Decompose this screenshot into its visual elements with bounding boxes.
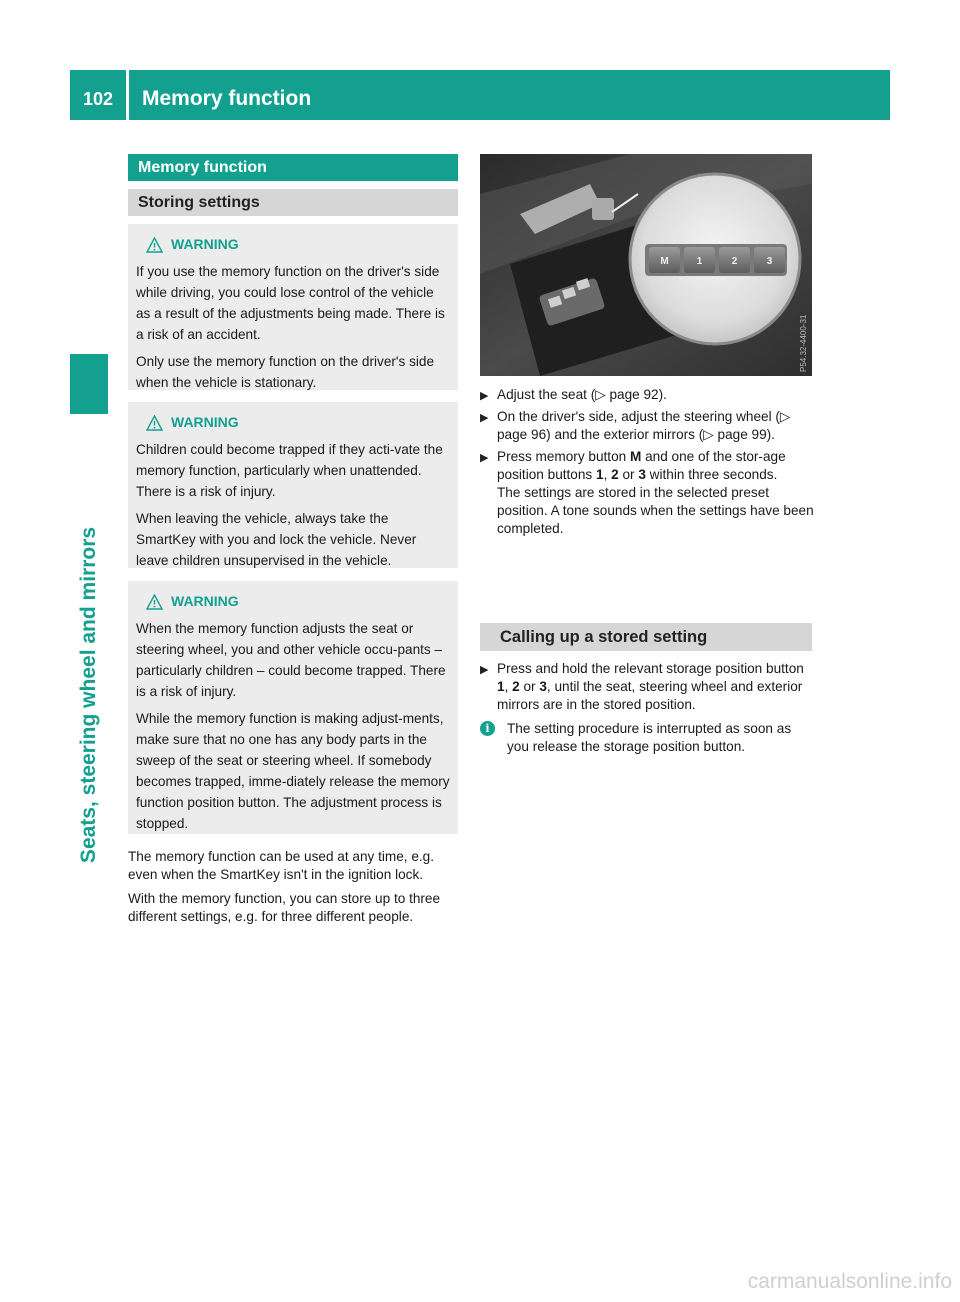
calling-steps [480,660,814,756]
warning-header [146,412,450,433]
body-text [128,848,460,932]
warning-text: Children could become trapped if they acti-vate the memory function, particularly when unattended. There is a risk of injury. [136,442,443,499]
figure-code: P54.32-4400-31 [799,314,808,372]
step-arrow-icon: ▶ [480,452,489,464]
step-item: ▶ Adjust the seat (▷ page 92). [480,386,814,404]
memory-buttons-photo [480,154,812,376]
info-note: i The setting procedure is interrupted as soon as you release the storage position button. [480,720,814,756]
step-item: ▶ Press memory button M and one of the stor-age position buttons 1, 2 or 3 within three seconds. The settings are stored in the selected preset position. A tone sounds when the settings have been completed. [480,449,814,536]
memory-button-3: 3 [766,256,773,267]
page-number: 102 [82,89,114,109]
warning-header [146,591,450,612]
page-title: Memory function [142,87,312,110]
step-arrow-icon: ▶ [480,390,489,402]
warning-box-2 [128,402,458,568]
warning-label: WARNING [171,414,239,430]
step-arrow-icon: ▶ [480,412,489,424]
paragraph: With the memory function, you can store up to three different settings, e.g. for three different people. [128,891,441,924]
step-arrow-icon: ▶ [480,664,489,676]
warning-triangle-icon [146,594,163,610]
memory-button-1: 1 [696,256,703,267]
side-tab-marker [70,354,108,414]
page-ref-icon: ▷ [779,409,791,424]
page-reference[interactable]: page 96 [497,427,547,442]
warning-text: When the memory function adjusts the seat or steering wheel, you and other vehicle occu-pants – particularly children – could become trapped. There is a risk of injury. [136,621,446,699]
warning-box-3 [128,581,458,834]
side-tab [70,410,108,980]
warning-text: If you use the memory function on the driver's side while driving, you could lose control of the vehicle as a result of the adjustments being made. There is a risk of an accident. [136,264,445,342]
warning-header [146,234,450,255]
step-item: ▶ Press and hold the relevant storage position button 1, 2 or 3, until the seat, steering wheel and exterior mirrors are in the stored position. [480,661,804,712]
warning-text: Only use the memory function on the driver's side when the vehicle is stationary. [136,354,435,390]
warning-text: While the memory function is making adjust-ments, make sure that no one has any body parts in the sweep of the seat or steering wheel. If somebody becomes trapped, imme-diately release the memory function position button. The adjustment process is stopped. [136,711,450,831]
warning-label: WARNING [171,236,239,252]
memory-button-2: 2 [731,256,738,267]
warning-text: When leaving the vehicle, always take the SmartKey with you and lock the vehicle. Never leave children unsupervised in the vehicle. [136,511,417,568]
paragraph: The memory function can be used at any time, e.g. even when the SmartKey isn't in the ignition lock. [128,849,435,882]
storing-steps [480,386,814,542]
page-ref-icon: ▷ [703,427,714,442]
side-tab-label: Seats, steering wheel and mirrors [77,526,100,864]
section-heading: Memory function [128,154,458,181]
info-icon: i [480,721,495,736]
warning-label: WARNING [171,593,239,609]
page-reference[interactable]: page 92 [609,387,659,402]
door-panel-illustration [480,154,812,376]
memory-button-m: M [660,256,669,267]
subsection-heading: Storing settings [128,189,458,216]
warning-triangle-icon [146,415,163,431]
page-ref-icon: ▷ [595,387,606,402]
step-item: ▶ On the driver's side, adjust the steering wheel (▷ page 96) and the exterior mirrors (▷ page 99). [480,409,791,442]
warning-triangle-icon [146,237,163,253]
watermark: carmanualsonline.info [747,1270,952,1293]
subsection-heading-calling: Calling up a stored setting [480,623,812,651]
warning-box-1 [128,224,458,390]
page-reference[interactable]: page 99 [717,427,767,442]
